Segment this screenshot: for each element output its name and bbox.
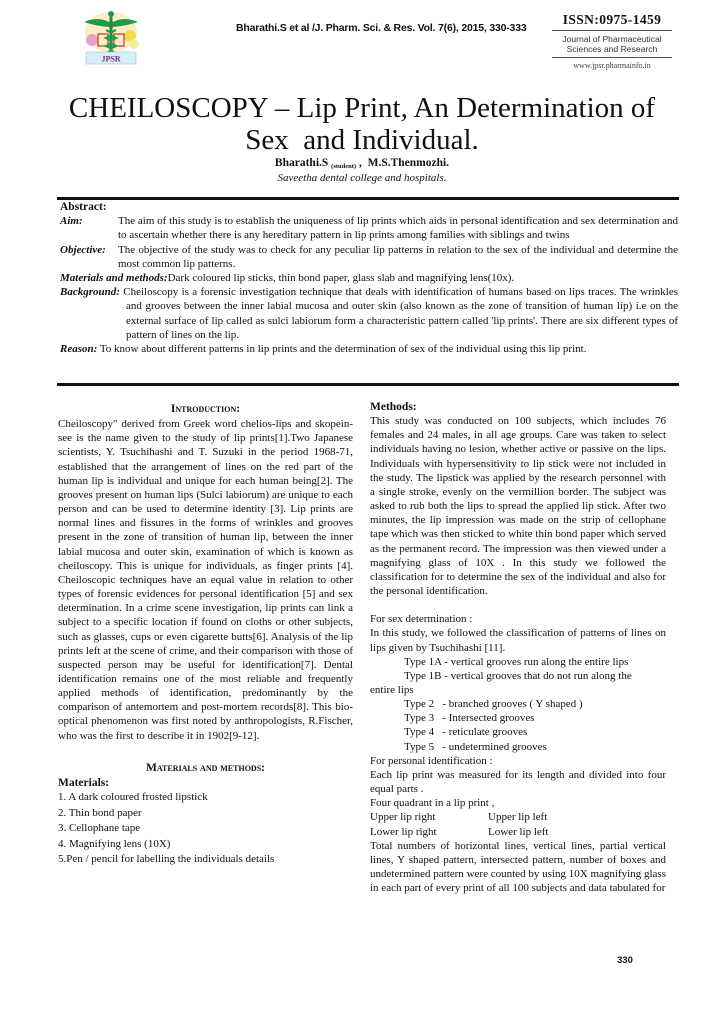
affiliation: Saveetha dental college and hospitals. [277,172,447,184]
journal-name: Journal of Pharmaceutical Sciences and Research [552,31,672,58]
abstract-bottom-divider [57,383,679,386]
abstract-reason: Reason: To know about different patterns in lip prints and the determination of sex of the individual using this lip print. [60,343,587,356]
introduction-text: Cheiloscopy" derived from Greek word chelios-lips and skopein-see is the name given to the study of lip prints[1].Two Japanese scientists, Y. Tsuchihashi and T. Suzuki in the period 1968-71, established that the arrangement of lines on the red part of the human lip is individual and unique for each human being[2]. The grooves present on human lips (Sulci labiorum) are unique to each person and can be used to determine identity [3]. Lip prints are normal lines and fissures in the forms of wrinkles and grooves present in the zone of transition of human lip, between the inner labial mucosa and outer skin, examination of which is known as cheiloscopy. This is unique for individuals, as finger prints [4]. Cheiloscopic techniques have an equal value in relation to other types of forensic evidences for personal identification [5] and sex determination. In a crime scene investigation, lip prints can link a subject to a specific location if found on cloths or other subjects, such as glasses, cups or even cigarette butts[6]. Analysis of the lip prints left at the scene of crime, and their comparison with those of suspected person may be useful for identification[7]. Dental identification remains one of the most reliable and frequently applied methods of identification, predominantly by the comparison of antemortem and post-mortem records[8]. This bio-optical phenomenon was first noted by anthropologists, R.Fischer, who was the first to describe it in 1902[9-12]. [58,418,353,742]
sex-determination-heading: For sex determination : [370,613,473,626]
personal-identification-heading: For personal identification : [370,754,493,767]
quadrant-row-lower: Lower lip right Lower lip left [370,825,549,838]
abstract-background: Background: Cheiloscopy is a forensic investigation technique that deals with identification of humans based on lips traces. The wrinkles and grooves between the inner labial mucosa and outer skin (also known as the zone of transition of human lip) i.e on the external surface of lip called as sulci labiorum form a characteristic pattern called 'lip prints'. There are six different types of pattern of lines on the lip. [60,286,679,341]
type-item: Type 4 - reticulate grooves [404,726,528,739]
abstract-objective: Objective: The objective of the study was to check for any peculiar lip patterns in relation to the sex of the individual and determine the most common lip patterns. [60,243,678,270]
journal-masthead [552,12,672,70]
svg-text:JPSR: JPSR [101,54,121,64]
left-column [58,402,353,868]
authors: Bharathi.S $_{(student)}$ , M.S.Thenmozhi. [274,157,450,170]
type-item: Type 1A - vertical grooves run along the entire lips [404,655,629,668]
type-item: Type 5 - undetermined grooves [404,740,547,753]
abstract-aim: Aim: The aim of this study is to establish the uniqueness of lip prints which aids in personal identification and sex determination and to ascertain whether there is any hereditary pattern in lip prints among families with siblings and twins [60,215,678,242]
materials-list-item: 3. Cellophane tape [58,822,141,835]
materials-methods-heading: Materials and methods: [146,761,265,774]
author-2: M.S.Thenmozhi. [367,157,450,169]
type-item: Type 2 - branched grooves ( Y shaped ) [404,698,583,711]
running-head: Bharathi.S et al /J. Pharm. Sci. & Res. Vol. 7(6), 2015, 330-333 [236,22,527,34]
author-1-note: (student) [331,163,357,170]
materials-list-item: 2. Thin bond paper [58,806,142,819]
abstract-materials: Materials and methods:Dark coloured lip sticks, thin bond paper, glass slab and magnifying lens(10x). [60,272,515,285]
type-item: Type 1B - vertical grooves that do not run along the [404,669,632,682]
journal-logo-icon [78,6,144,68]
abstract [60,200,678,356]
type-item: Type 3 - Intersected grooves [404,712,535,725]
introduction-heading: Introduction: [170,403,241,415]
materials-list-item: 4. Magnifying lens (10X) [58,837,171,850]
sex-determination-text: In this study, we followed the classification of patterns of lines on lips given by Tsuchihashi [11]. [370,627,666,654]
issn: ISSN:0975-1459 [552,12,672,31]
paper-title: CHEILOSCOPY – Lip Print, An Determination of Sex and Individual. [68,92,656,156]
methods-heading: Methods: [370,401,417,413]
total-counts-text: Total numbers of horizontal lines, vertical lines, partial vertical lines, Y shaped pattern, intersected pattern, number of boxes and undetermined pattern were counted by using 10X magnifying glass in each part of every print of all 100 subjects and data tabulated for [370,839,666,895]
materials-list-item: 5.Pen / pencil for labelling the individuals details [58,853,275,866]
type-item-continuation: entire lips [370,683,414,696]
materials-list-item: 1. A dark coloured frosted lipstick [58,791,208,804]
materials-heading: Materials: [58,776,110,789]
journal-url[interactable]: www.jpsr.pharmainfo.in [573,61,651,70]
quadrant-heading: Four quadrant in a lip print , [370,797,495,810]
author-1: Bharathi.S [274,157,329,169]
methods-text: This study was conducted on 100 subjects, which includes 76 females and 24 males, in all age groups. Care was taken to select individuals having no lesion, whether active or passive on the lips. Individuals with hypersensitivity to lip stick were not included in the study. The lipstick was applied by the research personnel with a single stroke, evenly on the vermillion border. The subject was asked to rub both the lips to spread the applied lip stick. After two minutes, the lip impression was made on the strip of cellophane tape which was then sticked to white thin bond paper which served as the permanent record. The impression was then viewed under a magnifying glass of 10X . In this study we followed the classification for to determine the sex of the individual and also for the personal identification. [370,415,666,598]
personal-identification-text: Each lip print was measured for its length and divided into four equal parts . [370,768,666,796]
page-number: 330 [617,955,633,966]
quadrant-row-upper: Upper lip right Upper lip left [370,811,548,824]
abstract-heading: Abstract: [60,201,107,213]
right-column [370,400,666,895]
